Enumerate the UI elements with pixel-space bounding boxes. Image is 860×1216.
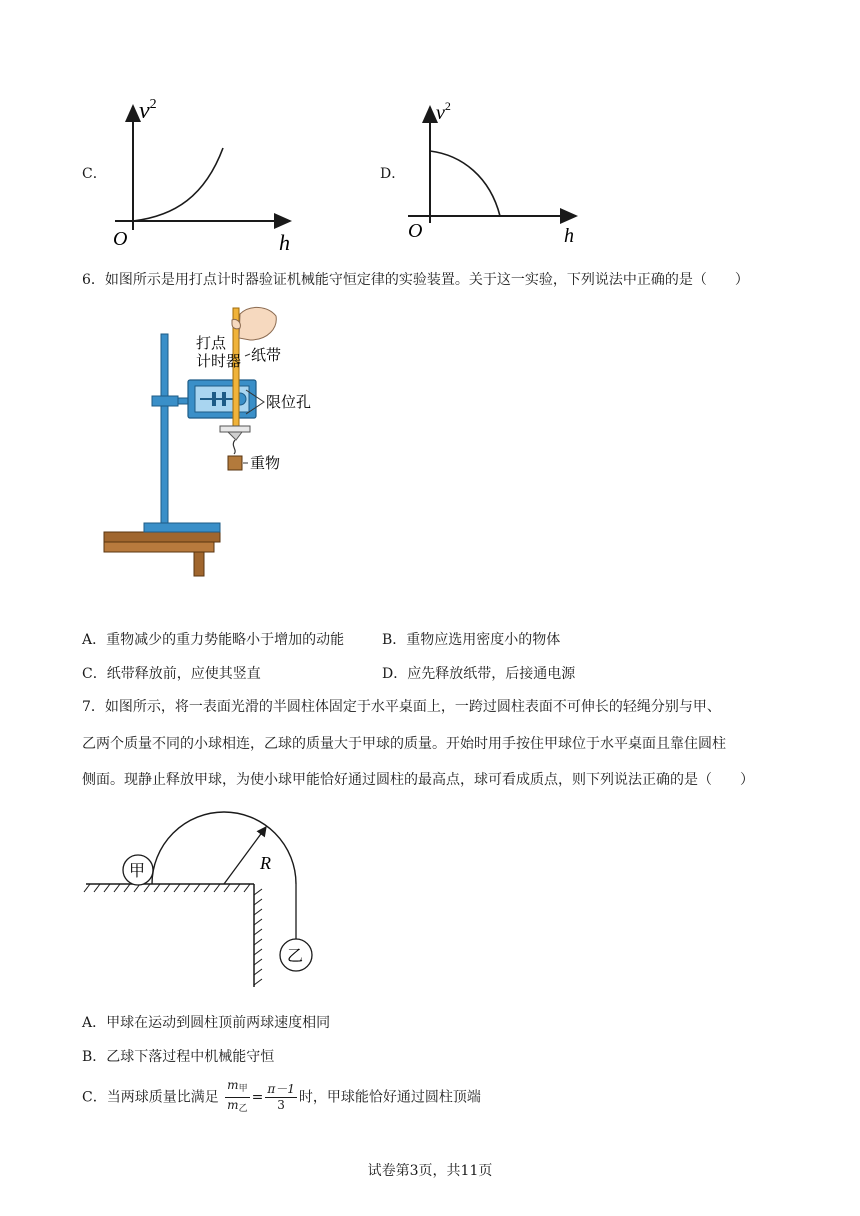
page-footer: 试卷第3页，共11页 — [367, 1163, 493, 1179]
origin-label: O — [408, 220, 423, 242]
stand-base — [144, 523, 220, 532]
q6-option-a[interactable]: A．重物减少的重力势能略小于增加的动能 — [82, 632, 345, 648]
label-hole: 限位孔 — [266, 394, 312, 411]
q6-option-b[interactable]: B．重物应选用密度小的物体 — [382, 632, 561, 648]
clamp — [152, 396, 178, 406]
x-axis-label: h — [279, 230, 290, 255]
option-d-label: D． — [380, 166, 406, 182]
q7-option-c-suffix: 时，甲球能恰好通过圆柱顶端 — [298, 1089, 481, 1106]
graph-d — [402, 95, 592, 250]
option-c-label: C． — [82, 166, 107, 182]
graph-c — [105, 88, 305, 258]
label-weight: 重物 — [250, 455, 281, 472]
origin-label: O — [113, 228, 128, 250]
q7-option-b[interactable]: B．乙球下落过程中机械能守恒 — [82, 1049, 275, 1065]
semicircle — [152, 812, 296, 884]
label-timer-1: 打点 — [196, 335, 227, 352]
mass-ratio-fraction: $\frac{m_甲}{m_乙}$ — [227, 1078, 248, 1114]
table-top — [104, 532, 220, 542]
label-tape: 纸带 — [251, 347, 282, 364]
ball-yi-label: 乙 — [287, 946, 304, 965]
table-leg — [194, 552, 204, 576]
pi-fraction: $\frac{\pi-1}{3}$ — [267, 1082, 295, 1112]
experiment-figure — [100, 300, 360, 580]
radius-label: R — [260, 853, 271, 873]
q7-stem-line-2: 乙两个质量不同的小球相连，乙球的质量大于甲球的质量。开始时用手按住甲球位于水平桌面且靠住圆柱 — [82, 736, 726, 752]
table-edge — [104, 542, 214, 552]
q7-option-c-prefix: C．当两球质量比满足 — [82, 1089, 219, 1106]
q6-stem: 6．如图所示是用打点计时器验证机械能守恒定律的实验装置。关于这一实验，下列说法中正确的是（ ） — [82, 272, 749, 288]
label-timer-2: 计时器 — [196, 353, 242, 370]
curve-d — [430, 151, 500, 216]
stand-rod — [161, 334, 168, 523]
cylinder-figure — [82, 805, 342, 1000]
q7-stem-line-3: 侧面。现静止释放甲球，为使小球甲能恰好通过圆柱的最高点，球可看成质点，则下列说法正确的是（ ） — [82, 772, 754, 788]
equals-sign: = — [251, 1089, 264, 1106]
q7-option-a[interactable]: A．甲球在运动到圆柱顶前两球速度相同 — [82, 1015, 331, 1031]
q7-stem-line-1: 7．如图所示，将一表面光滑的半圆柱体固定于水平桌面上，一跨过圆柱表面不可伸长的轻绳分别与甲、 — [82, 699, 721, 715]
ball-jia-label: 甲 — [129, 861, 146, 880]
y-axis-label: $v^2$ — [139, 97, 157, 124]
q6-option-c[interactable]: C．纸带释放前，应使其竖直 — [82, 666, 261, 682]
x-axis-label: h — [564, 225, 574, 247]
y-axis-label: $v^2$ — [436, 99, 451, 124]
q6-option-d[interactable]: D．应先释放纸带，后接通电源 — [382, 666, 576, 682]
q7-option-c[interactable] — [82, 1078, 782, 1117]
weight-block — [228, 456, 242, 470]
curve-c — [133, 148, 223, 221]
hand — [239, 307, 276, 340]
